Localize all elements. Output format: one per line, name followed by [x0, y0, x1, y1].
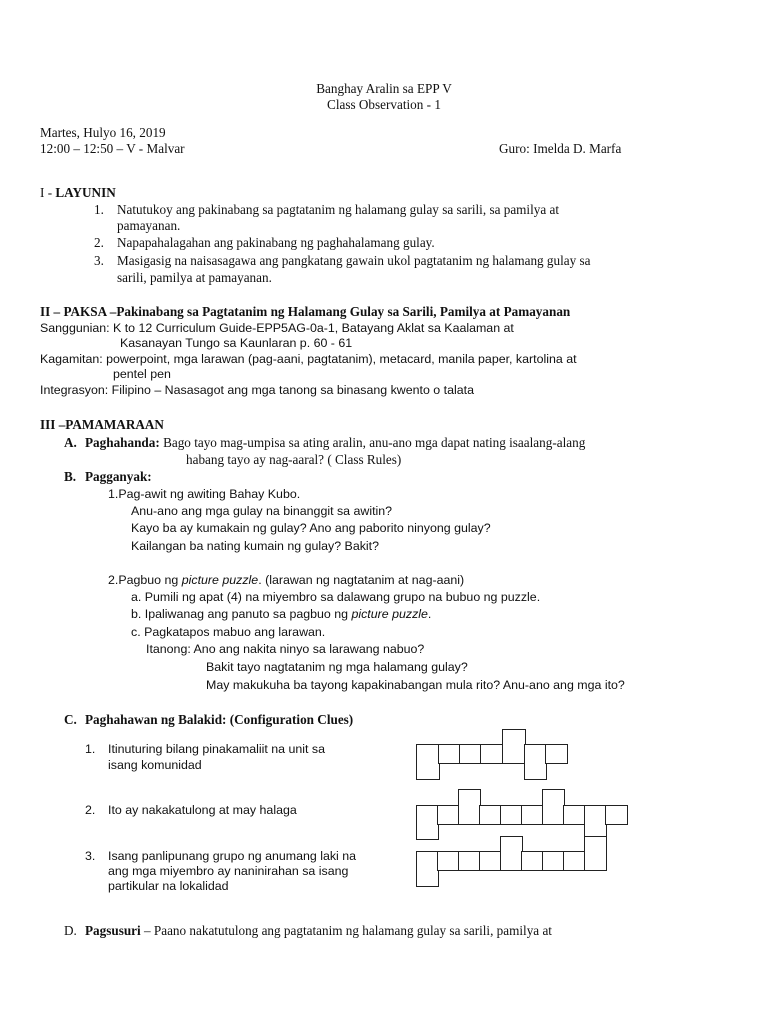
layunin-item-text: pamayanan.: [117, 218, 181, 233]
clue-num: 3.: [85, 849, 96, 863]
integrasyon-text: Integrasyon: Filipino – Nasasagot ang mga tanong sa binasang kwento o talata: [40, 383, 474, 397]
pagganyak-label: Pagganyak:: [85, 469, 152, 484]
letter-box: [521, 851, 544, 871]
kagamitan-text: Kagamitan: powerpoint, mga larawan (pag-aani, pagtatanim), metacard, manila paper, kartolina at: [40, 352, 577, 366]
letter-box: [584, 805, 607, 840]
letter-box: [458, 789, 481, 825]
puzzle-step-text: b. Ipaliwanag ang panuto sa pagbuo ng: [131, 607, 352, 621]
layunin-title: LAYUNIN: [55, 185, 116, 200]
itanong-question: Bakit tayo nagtatanim ng mga halamang gulay?: [206, 660, 468, 674]
puzzle-step: a. Pumili ng apat (4) na miyembro sa dalawang grupo na bubuo ng puzzle.: [131, 590, 541, 604]
pagganyak-item: [108, 572, 464, 589]
pagganyak-item: 1.Pag-awit ng awiting Bahay Kubo.: [108, 487, 301, 501]
paghahanda-line: [85, 434, 585, 451]
letter-box: [500, 836, 523, 871]
clue-num: 1.: [85, 742, 96, 756]
clue-text: ang mga miyembro ay naninirahan sa isang: [108, 864, 349, 878]
itanong-question: Itanong: Ano ang nakita ninyo sa larawang nabuo?: [146, 642, 425, 656]
puzzle-step-text: .: [427, 607, 432, 621]
layunin-item-text: Napapahalagahan ang pakinabang ng paghahalamang gulay.: [117, 235, 435, 250]
letter-box: [459, 744, 482, 764]
balakid-heading: Paghahawan ng Balakid: (Configuration Clues): [85, 712, 354, 727]
sanggunian-text: Sanggunian: K to 12 Curriculum Guide-EPP5AG-0a-1, Batayang Aklat sa Kaalaman at: [40, 321, 514, 335]
letter-box: [479, 851, 502, 871]
kagamitan-text: pentel pen: [113, 367, 171, 381]
clue-text: partikular na lokalidad: [108, 879, 229, 893]
puzzle-item-emphasis: picture puzzle: [181, 573, 259, 587]
letter-box: [437, 851, 460, 871]
pagganyak-question: Kailangan ba nating kumain ng gulay? Bakit?: [131, 539, 379, 553]
pagsusuri-text: – Paano nakatutulong ang pagtatanim ng halamang gulay sa sarili, pamilya at: [140, 923, 552, 938]
letter-box: [542, 851, 565, 871]
teacher-name: Guro: Imelda D. Marfa: [499, 141, 622, 156]
letter-box: [545, 744, 568, 764]
document-title: Banghay Aralin sa EPP V: [316, 81, 452, 96]
paksa-heading: II – PAKSA –Pakinabang sa Pagtatanim ng Halamang Gulay sa Sarili, Pamilya at Pamayanan: [40, 304, 571, 319]
letter-box: [563, 805, 586, 825]
pagganyak-question: Kayo ba ay kumakain ng gulay? Ano ang paborito ninyong gulay?: [131, 521, 491, 535]
layunin-item-text: sarili, pamilya at pamayanan.: [117, 270, 272, 285]
letter-box: [521, 805, 544, 825]
clue-text: isang komunidad: [108, 758, 202, 772]
letter-box: [563, 851, 586, 871]
puzzle-step: c. Pagkatapos mabuo ang larawan.: [131, 625, 326, 639]
puzzle-step: [131, 606, 431, 623]
document-subtitle: Class Observation - 1: [327, 97, 441, 112]
letter-box: [437, 805, 460, 825]
puzzle-item-text: . (larawan ng nagtatanim at nag-aani): [258, 573, 465, 587]
sanggunian-text: Kasanayan Tungo sa Kaunlaran p. 60 - 61: [120, 336, 353, 350]
section-d-letter: D.: [64, 923, 77, 938]
letter-box: [584, 836, 607, 871]
letter-box: [416, 805, 439, 840]
lesson-schedule: 12:00 – 12:50 – V - Malvar: [40, 141, 185, 156]
letter-box: [416, 851, 439, 887]
letter-box: [542, 789, 565, 825]
paghahanda-text: Bago tayo mag-umpisa sa ating aralin, anu-ano mga dapat nating isaalang-alang: [159, 435, 586, 450]
letter-box: [480, 744, 504, 764]
letter-box: [502, 729, 526, 764]
pagsusuri-label: Pagsusuri: [85, 923, 141, 938]
pamamaraan-heading: III –PAMAMARAAN: [40, 417, 164, 432]
layunin-prefix: I -: [40, 185, 56, 200]
layunin-item-num: 2.: [94, 235, 104, 250]
layunin-item-text: Natutukoy ang pakinabang sa pagtatanim ng halamang gulay sa sarili, sa pamilya at: [117, 202, 560, 217]
letter-box: [438, 744, 461, 764]
layunin-item-num: 3.: [94, 253, 104, 268]
section-a-letter: A.: [64, 435, 77, 450]
clue-text: Isang panlipunang grupo ng anumang laki na: [108, 849, 357, 863]
section-b-letter: B.: [64, 469, 77, 484]
clue-text: Ito ay nakakatulong at may halaga: [108, 803, 297, 817]
section-c-letter: C.: [64, 712, 77, 727]
letter-box: [500, 805, 523, 825]
layunin-heading: [40, 184, 116, 201]
letter-box: [524, 744, 547, 780]
paghahanda-label: Paghahanda:: [85, 435, 160, 450]
letter-box: [458, 851, 481, 871]
lesson-date: Martes, Hulyo 16, 2019: [40, 125, 166, 140]
letter-box: [605, 805, 628, 825]
puzzle-step-emphasis: picture puzzle: [351, 607, 428, 621]
itanong-question: May makukuha ba tayong kapakinabangan mula rito? Anu-ano ang mga ito?: [206, 678, 625, 692]
pagganyak-question: Anu-ano ang mga gulay na binanggit sa awitin?: [131, 504, 393, 518]
letter-box: [479, 805, 502, 825]
layunin-item-num: 1.: [94, 202, 104, 217]
letter-box: [416, 744, 440, 780]
puzzle-item-text: 2.Pagbuo ng: [108, 573, 182, 587]
clue-text: Itinuturing bilang pinakamaliit na unit sa: [108, 742, 325, 756]
paghahanda-text: habang tayo ay nag-aaral? ( Class Rules): [186, 452, 402, 467]
pagsusuri-line: [85, 922, 552, 939]
clue-num: 2.: [85, 803, 96, 817]
layunin-item-text: Masigasig na naisasagawa ang pangkatang gawain ukol pagtatanim ng halamang gulay sa: [117, 253, 591, 268]
